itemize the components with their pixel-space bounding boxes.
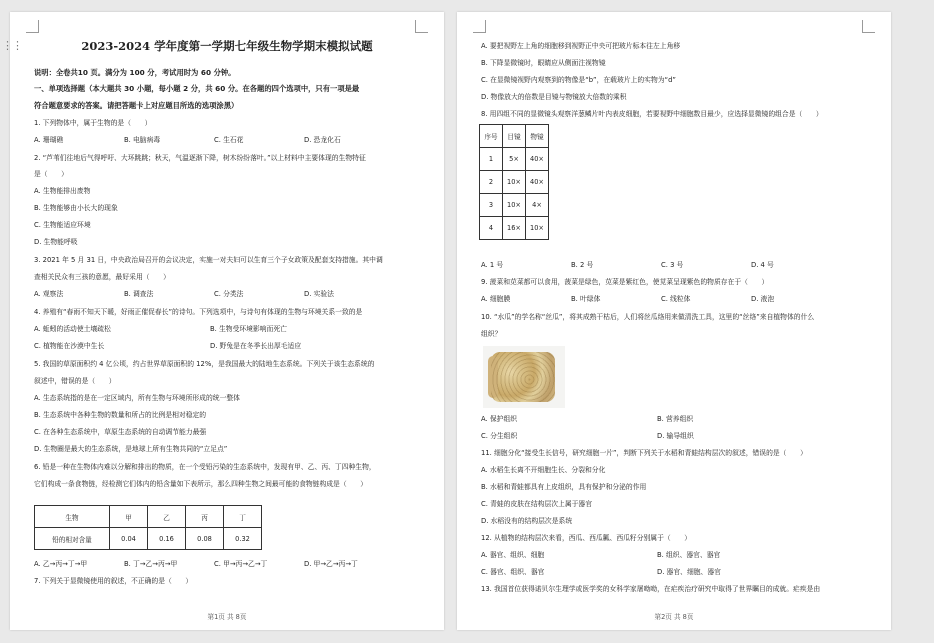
- table-cell: 40×: [526, 171, 549, 194]
- option: C. 分类法: [214, 290, 244, 298]
- option: D. 液泡: [751, 295, 775, 303]
- table-header: 甲: [110, 506, 148, 528]
- option: D. 生物圈是最大的生态系统，是地球上所有生物共同的“立足点”: [34, 445, 228, 453]
- option: A. 生物能排出废物: [34, 187, 91, 195]
- lead-content-table: [34, 505, 262, 550]
- question-8-options: [481, 261, 881, 270]
- question-3-options: [34, 290, 434, 299]
- table-cell: 5×: [503, 148, 526, 171]
- question-13: 13. 我国首位获得诺贝尔生理学或医学奖的女科学家屠呦呦，在疟疾治疗研究中取得了世界瞩目的成就。疟疾是由: [481, 585, 821, 593]
- question-10-options-row2: [481, 432, 881, 441]
- margin-corner-mark: [415, 20, 428, 33]
- option: B. 下降显微镜时，眼睛应从侧面注视物镜: [481, 59, 606, 67]
- drag-handle-icon[interactable]: ⋮⋮: [2, 39, 22, 52]
- option: A. 器官、组织、细胞: [481, 551, 545, 559]
- option: C. 植物能在沙漠中生长: [34, 342, 105, 350]
- question-3-cont: 查相关民众有三孩的意愿，最好采用（ ）: [34, 273, 170, 281]
- table-cell: 0.16: [148, 528, 186, 550]
- table-cell: 2: [480, 171, 503, 194]
- option: D. 恐龙化石: [304, 136, 341, 144]
- question-7: 7. 下列关于显微镜使用的叙述，不正确的是（ ）: [34, 577, 193, 585]
- question-2: 2. “芦苇们往地后气得呼吁、大环跳跳；秋天，气温逐渐下降，树木纷纷落叶。”以上材料中主要体现的生物特征: [34, 154, 366, 162]
- table-cell: 4×: [526, 194, 549, 217]
- table-header: 丙: [186, 506, 224, 528]
- option: C. 在显微镜视野内观察到的物像是“b”，在载玻片上的实物为“d”: [481, 76, 676, 84]
- table-cell: 1: [480, 148, 503, 171]
- table-cell: 10×: [526, 217, 549, 240]
- margin-corner-mark: [26, 20, 39, 33]
- option: A. 观察法: [34, 290, 64, 298]
- table-cell: 4: [480, 217, 503, 240]
- question-3: 3. 2021 年 5 月 31 日，中央政治局召开的会议决定，实施一对夫妇可以生育三个子女政策及配套支持措施。其中调: [34, 256, 383, 264]
- option: B. 2 号: [571, 261, 594, 269]
- table-header: 物镜: [526, 125, 549, 148]
- option: A. 乙→丙→丁→甲: [34, 560, 88, 568]
- option: A. 保护组织: [481, 415, 518, 423]
- option: C. 线粒体: [661, 295, 691, 303]
- option: C. 器官、组织、器官: [481, 568, 545, 576]
- option: D. 输导组织: [657, 432, 694, 440]
- option: B. 生物能够由小长大的现象: [34, 204, 118, 212]
- option: A. 1 号: [481, 261, 504, 269]
- exam-title: 2023-2024 学年度第一学期七年级生物学期末模拟试题: [81, 39, 373, 53]
- option: C. 生石花: [214, 136, 244, 144]
- page-2: [457, 12, 891, 630]
- page-footer: 第1页 共 8页: [207, 613, 247, 621]
- question-10-cont: 组织？: [481, 330, 502, 338]
- question-9: 9. 菠菜和苋菜都可以食用，菠菜是绿色，苋菜是紫红色，使苋菜呈现紫色的物质存在于（ ）: [481, 278, 769, 286]
- question-1: 1. 下列物体中，属于生物的是（ ）: [34, 119, 152, 127]
- question-11: 11. 细胞分化“接受生长信号，研究细胞一片”，判断下列关于水稻和青蛙结构层次的叙述，错误的是（ ）: [481, 449, 807, 457]
- option: B. 调查法: [124, 290, 154, 298]
- option: B. 电脑病毒: [124, 136, 161, 144]
- option: C. 在各种生态系统中，草原生态系统的自动调节能力最强: [34, 428, 207, 436]
- option: D. 器官、细胞、器官: [657, 568, 721, 576]
- table-header: 乙: [148, 506, 186, 528]
- question-5: 5. 我国的草原面积约 4 亿公顷，约占世界草原面积的 12%，是我国最大的陆地生态系统。下列关于该生态系统的: [34, 360, 375, 368]
- table-header: 生物: [35, 506, 110, 528]
- option: D. 野兔是在冬季长出厚毛适应: [210, 342, 302, 350]
- question-4-options-row2: [34, 342, 434, 351]
- question-9-options: [481, 295, 881, 304]
- table-header: 丁: [224, 506, 262, 528]
- loofah-sponge-image: [483, 346, 565, 408]
- option: B. 生物受环境影响而死亡: [210, 325, 287, 333]
- option: B. 生态系统中各种生物的数量和所占的比例是相对稳定的: [34, 411, 207, 419]
- option: D. 物像放大的倍数是目镜与物镜放大倍数的乘积: [481, 93, 627, 101]
- section-heading-cont: 符合题意要求的答案。请把答题卡上对应题目所选的选项涂黑）: [34, 101, 239, 110]
- option: A. 珊瑚礁: [34, 136, 64, 144]
- question-1-options: [34, 136, 434, 145]
- page-footer: 第2页 共 8页: [654, 613, 694, 621]
- instructions: 说明：全卷共10 页。满分为 100 分，考试用时为 60 分钟。: [34, 68, 236, 77]
- table-header: 目镜: [503, 125, 526, 148]
- question-10-options-row1: [481, 415, 881, 424]
- page-1: [2, 12, 444, 630]
- table-header: 序号: [480, 125, 503, 148]
- option: D. 水稻没有的结构层次是系统: [481, 517, 573, 525]
- option: C. 青蛙的皮肤在结构层次上属于器官: [481, 500, 593, 508]
- option: D. 甲→乙→丙→丁: [304, 560, 358, 568]
- option: A. 蚯蚓的活动使土壤疏松: [34, 325, 111, 333]
- table-cell: 10×: [503, 171, 526, 194]
- question-8: 8. 用四组不同的显微镜头观察洋葱鳞片叶内表皮细胞，若要视野中细胞数目最少，应选择显微镜的组合是（ ）: [481, 110, 823, 118]
- margin-corner-mark: [862, 20, 875, 33]
- option: A. 细胞膜: [481, 295, 511, 303]
- option: C. 生物能适应环境: [34, 221, 91, 229]
- microscope-lens-table: [479, 124, 549, 240]
- option: D. 实验法: [304, 290, 334, 298]
- section-heading: 一、单项选择题（本大题共 30 小题，每小题 2 分，共 60 分。在各题的四个选项中，只有一项是最: [34, 84, 360, 93]
- option: B. 营养组织: [657, 415, 694, 423]
- table-row-label: 铅的相对含量: [35, 528, 110, 550]
- option: B. 丁→乙→丙→甲: [124, 560, 178, 568]
- question-10: 10. “水瓜”的学名称“丝瓜”，将其成熟干枯后，人们将丝瓜络用来做清洗工具，这里的“丝络”来自植物体的什么: [481, 313, 815, 321]
- option: C. 甲→丙→乙→丁: [214, 560, 268, 568]
- table-cell: 0.04: [110, 528, 148, 550]
- option: D. 生物能呼吸: [34, 238, 78, 246]
- question-12-options-row2: [481, 568, 881, 577]
- table-cell: 0.32: [224, 528, 262, 550]
- table-cell: 16×: [503, 217, 526, 240]
- option: C. 3 号: [661, 261, 684, 269]
- table-cell: 10×: [503, 194, 526, 217]
- option: A. 生态系统指的是在一定区域内，所有生物与环境所形成的统一整体: [34, 394, 240, 402]
- table-cell: 3: [480, 194, 503, 217]
- question-6-cont: 它们构成一条食物链，经检测它们体内的铅含量如下表所示，那么四种生物之间最可能的食物链构成是（ ）: [34, 480, 368, 488]
- question-4: 4. 养殖有“春雨不知天下暖，好雨正催促春长”的诗句。下列选项中，与诗句有体现的生物与环境关系一致的是: [34, 308, 363, 316]
- option: D. 4 号: [751, 261, 774, 269]
- table-cell: 40×: [526, 148, 549, 171]
- question-12: 12. 从植物的结构层次来看，西瓜、西瓜瓤、西瓜籽分别属于（ ）: [481, 534, 692, 542]
- option: B. 组织、器官、器官: [657, 551, 721, 559]
- table-cell: 0.08: [186, 528, 224, 550]
- question-4-options-row1: [34, 325, 434, 334]
- question-6-options: [34, 560, 434, 569]
- option: A. 水稻生长离不开细胞生长、分裂和分化: [481, 466, 606, 474]
- question-6: 6. 铅是一种在生物体内难以分解和排出的物质，在一个受铅污染的生态系统中，发现有甲、乙、丙、丁四种生物，: [34, 463, 376, 471]
- option: B. 水稻和青蛙都具有上皮组织，具有保护和分泌的作用: [481, 483, 647, 491]
- question-2-cont: 是（ ）: [34, 170, 68, 178]
- question-5-cont: 叙述中，错误的是（ ）: [34, 377, 116, 385]
- margin-corner-mark: [473, 20, 486, 33]
- option: B. 叶绿体: [571, 295, 601, 303]
- option: C. 分生组织: [481, 432, 518, 440]
- option: A. 要把视野左上角的细胞移到视野正中央可把玻片标本往左上角移: [481, 42, 681, 50]
- question-12-options-row1: [481, 551, 881, 560]
